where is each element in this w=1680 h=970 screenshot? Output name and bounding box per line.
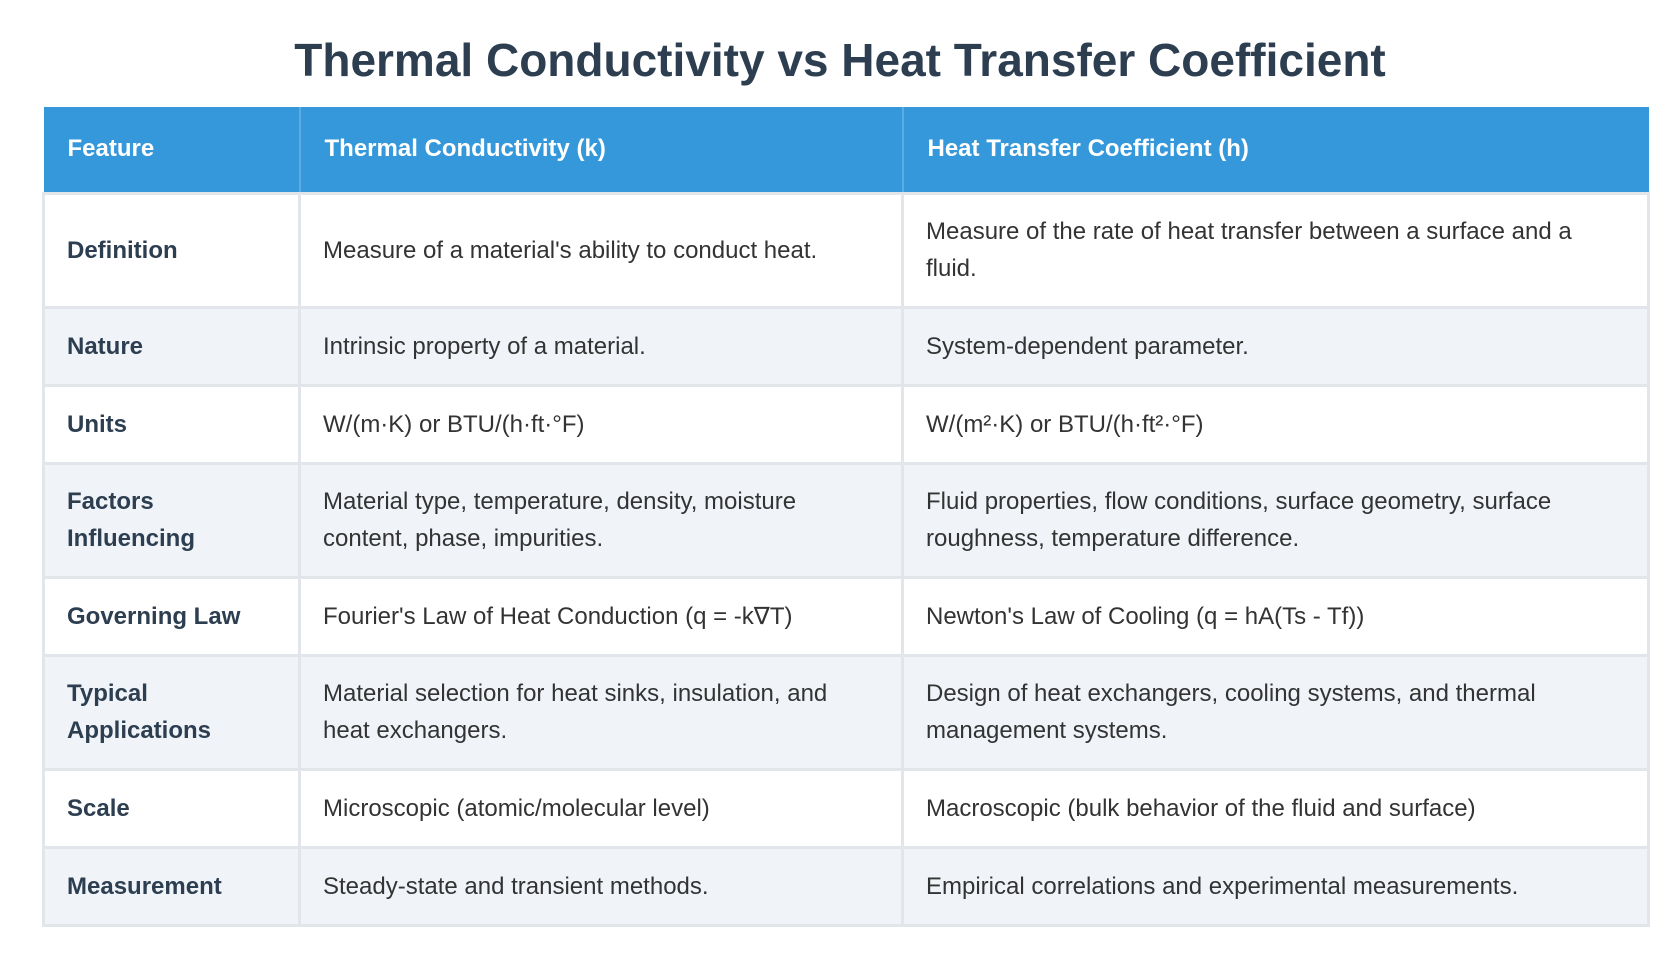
table-header: [44, 107, 1649, 193]
row-feature-cell: Typical Applications: [44, 655, 300, 769]
table-body: [44, 193, 1649, 925]
row-k-cell: Microscopic (atomic/molecular level): [300, 769, 903, 847]
table-row: [44, 463, 1649, 577]
row-k-cell: Material type, temperature, density, moisture content, phase, impurities.: [300, 463, 903, 577]
row-k-cell: Material selection for heat sinks, insulation, and heat exchangers.: [300, 655, 903, 769]
header-feature: Feature: [44, 107, 300, 193]
row-k-cell: W/(m·K) or BTU/(h·ft·°F): [300, 385, 903, 463]
row-feature-cell: Definition: [44, 193, 300, 307]
table-row: [44, 307, 1649, 385]
row-h-cell: Newton's Law of Cooling (q = hA(Ts - Tf)): [903, 577, 1649, 655]
comparison-table: [42, 107, 1650, 927]
table-row: [44, 577, 1649, 655]
header-thermal-conductivity: Thermal Conductivity (k): [300, 107, 903, 193]
row-k-cell: Steady-state and transient methods.: [300, 847, 903, 925]
row-h-cell: Fluid properties, flow conditions, surface geometry, surface roughness, temperature difference.: [903, 463, 1649, 577]
row-k-cell: Fourier's Law of Heat Conduction (q = -k∇T): [300, 577, 903, 655]
row-feature-cell: Factors Influencing: [44, 463, 300, 577]
header-heat-transfer-coefficient: Heat Transfer Coefficient (h): [903, 107, 1649, 193]
row-h-cell: Measure of the rate of heat transfer between a surface and a fluid.: [903, 193, 1649, 307]
table-row: [44, 655, 1649, 769]
row-feature-cell: Nature: [44, 307, 300, 385]
table-row: [44, 769, 1649, 847]
row-h-cell: Empirical correlations and experimental measurements.: [903, 847, 1649, 925]
row-k-cell: Intrinsic property of a material.: [300, 307, 903, 385]
row-feature-cell: Scale: [44, 769, 300, 847]
row-h-cell: Design of heat exchangers, cooling systems, and thermal management systems.: [903, 655, 1649, 769]
row-feature-cell: Measurement: [44, 847, 300, 925]
page-title: Thermal Conductivity vs Heat Transfer Coefficient: [294, 34, 1386, 86]
table-row: [44, 385, 1649, 463]
header-row: [44, 107, 1649, 193]
comparison-table-container: [42, 107, 1647, 927]
row-h-cell: System-dependent parameter.: [903, 307, 1649, 385]
row-h-cell: Macroscopic (bulk behavior of the fluid and surface): [903, 769, 1649, 847]
row-feature-cell: Units: [44, 385, 300, 463]
table-row: [44, 193, 1649, 307]
row-feature-cell: Governing Law: [44, 577, 300, 655]
row-k-cell: Measure of a material's ability to conduct heat.: [300, 193, 903, 307]
row-h-cell: W/(m²·K) or BTU/(h·ft²·°F): [903, 385, 1649, 463]
table-row: [44, 847, 1649, 925]
